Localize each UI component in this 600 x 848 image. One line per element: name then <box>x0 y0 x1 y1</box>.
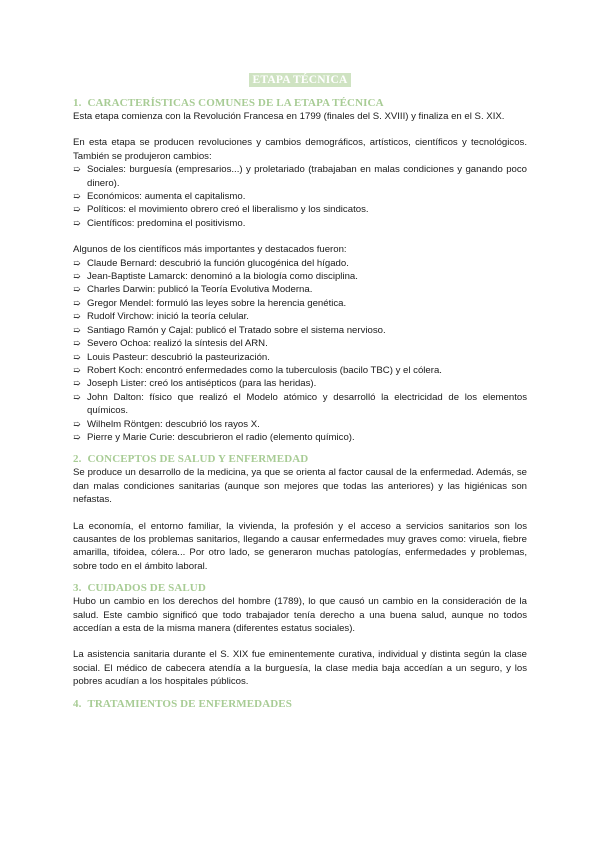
list-item <box>73 283 527 296</box>
list-item <box>73 257 527 270</box>
arrow-bullet-icon: ➯ <box>73 378 81 389</box>
section-heading-text: CUIDADOS DE SALUD <box>87 582 206 595</box>
list-item <box>73 364 527 377</box>
list-item-text: Severo Ochoa: realizó la síntesis del ARN. <box>87 338 268 350</box>
list-item <box>73 351 527 364</box>
list-item-text: Sociales: burguesía (empresarios...) y proletariado (trabajaban en malas condiciones y ganando poco dinero). <box>87 164 527 189</box>
changes-list <box>73 163 527 230</box>
list-item <box>73 377 527 390</box>
list-item <box>73 391 527 418</box>
arrow-bullet-icon: ➯ <box>73 311 81 322</box>
arrow-bullet-icon: ➯ <box>73 364 81 375</box>
list-item <box>73 431 527 444</box>
title-wrap <box>73 70 527 88</box>
list-item <box>73 190 527 203</box>
arrow-bullet-icon: ➯ <box>73 338 81 349</box>
arrow-bullet-icon: ➯ <box>73 324 81 335</box>
section-heading-text: CONCEPTOS DE SALUD Y ENFERMEDAD <box>87 453 309 466</box>
arrow-bullet-icon: ➯ <box>73 217 81 228</box>
section-4-heading <box>73 697 527 711</box>
list-item <box>73 324 527 337</box>
arrow-bullet-icon: ➯ <box>73 164 81 175</box>
paragraph: Algunos de los científicos más importantes y destacados fueron: <box>73 244 347 256</box>
arrow-bullet-icon: ➯ <box>73 271 81 282</box>
document-title: ETAPA TÉCNICA <box>249 73 352 87</box>
section-3-heading <box>73 581 527 595</box>
list-item-text: Robert Koch: encontró enfermedades como la tuberculosis (bacilo TBC) y el cólera. <box>87 364 442 376</box>
list-item-text: Joseph Lister: creó los antisépticos (para las heridas). <box>87 378 317 390</box>
section-number: 1. <box>73 97 82 109</box>
arrow-bullet-icon: ➯ <box>73 257 81 268</box>
arrow-bullet-icon: ➯ <box>73 351 81 362</box>
section-heading-text: TRATAMIENTOS DE ENFERMEDADES <box>87 697 292 710</box>
scientists-list <box>73 257 527 445</box>
list-item <box>73 337 527 350</box>
arrow-bullet-icon: ➯ <box>73 431 81 442</box>
list-item <box>73 217 527 230</box>
document-page <box>73 70 527 711</box>
list-item-text: Santiago Ramón y Cajal: publicó el Tratado sobre el sistema nervioso. <box>87 324 386 336</box>
list-item <box>73 163 527 190</box>
list-item <box>73 418 527 431</box>
list-item-text: Científicos: predomina el positivismo. <box>87 217 246 229</box>
list-item-text: Claude Bernard: descubrió la función glucogénica del hígado. <box>87 257 349 269</box>
list-item-text: Gregor Mendel: formuló las leyes sobre la herencia genética. <box>87 297 347 309</box>
list-item-text: John Dalton: físico que realizó el Modelo atómico y desarrolló la electricidad de los elementos químicos. <box>87 391 527 417</box>
arrow-bullet-icon: ➯ <box>73 204 81 215</box>
paragraph: La asistencia sanitaria durante el S. XIX fue eminentemente curativa, individual y distinta según la clase social. El médico de cabecera atendía a la burguesía, la clase media baja accedían a un seguro, y los pobres acudían a los hospitales públicos. <box>73 649 527 688</box>
list-item-text: Louis Pasteur: descubrió la pasteurización. <box>87 351 270 363</box>
list-item-text: Wilhelm Röntgen: descubrió los rayos X. <box>87 418 260 430</box>
paragraph: Esta etapa comienza con la Revolución Francesa en 1799 (finales del S. XVIII) y finaliza en el S. XIX. <box>73 111 505 122</box>
list-item-text: Rudolf Virchow: inició la teoría celular. <box>87 311 249 323</box>
paragraph: Hubo un cambio en los derechos del hombre (1789), lo que causó un cambio en la consideración de la salud. Este cambio significó que todo trabajador tenía derecho a una buena salud, aunque no todos accedían a esta de la misma manera (diferentes estatus sociales). <box>73 596 527 634</box>
list-item-text: Políticos: el movimiento obrero creó el liberalismo y los sindicatos. <box>87 204 369 216</box>
list-item <box>73 310 527 323</box>
section-heading-text: CARACTERÍSTICAS COMUNES DE LA ETAPA TÉCNICA <box>87 97 384 109</box>
list-item <box>73 270 527 283</box>
list-item <box>73 297 527 310</box>
section-2-heading <box>73 452 527 466</box>
paragraph: En esta etapa se producen revoluciones y cambios demográficos, artísticos, científicos y tecnológicos. También se produjeron cambios: <box>73 137 527 162</box>
arrow-bullet-icon: ➯ <box>73 284 81 295</box>
paragraph: Se produce un desarrollo de la medicina, ya que se orienta al factor causal de la enfermedad. Además, se dan malas condiciones sanitarias (aunque son mejores que todas las anteriores) y las higiénicas son nefastas. <box>73 467 527 506</box>
arrow-bullet-icon: ➯ <box>73 191 81 202</box>
section-number: 4. <box>73 697 82 710</box>
arrow-bullet-icon: ➯ <box>73 297 81 308</box>
list-item-text: Charles Darwin: publicó la Teoría Evolutiva Moderna. <box>87 284 313 296</box>
list-item-text: Jean-Baptiste Lamarck: denominó a la biología como disciplina. <box>87 271 358 283</box>
section-1-heading <box>73 96 527 110</box>
section-number: 2. <box>73 453 82 466</box>
arrow-bullet-icon: ➯ <box>73 418 81 429</box>
list-item-text: Pierre y Marie Curie: descubrieron el radio (elemento químico). <box>87 431 355 443</box>
arrow-bullet-icon: ➯ <box>73 391 81 402</box>
list-item <box>73 203 527 216</box>
list-item-text: Económicos: aumenta el capitalismo. <box>87 191 246 203</box>
paragraph: La economía, el entorno familiar, la vivienda, la profesión y el acceso a servicios sanitarios son los causantes de los problemas sanitarios, llegando a causar enfermedades muy graves como: viruela, fiebre amarilla, tifoidea, cólera... Por otro lado, se generaron muchas patologías, enfermedades y problemas, sobre todo en el ámbito laboral. <box>73 520 527 572</box>
section-number: 3. <box>73 582 82 595</box>
